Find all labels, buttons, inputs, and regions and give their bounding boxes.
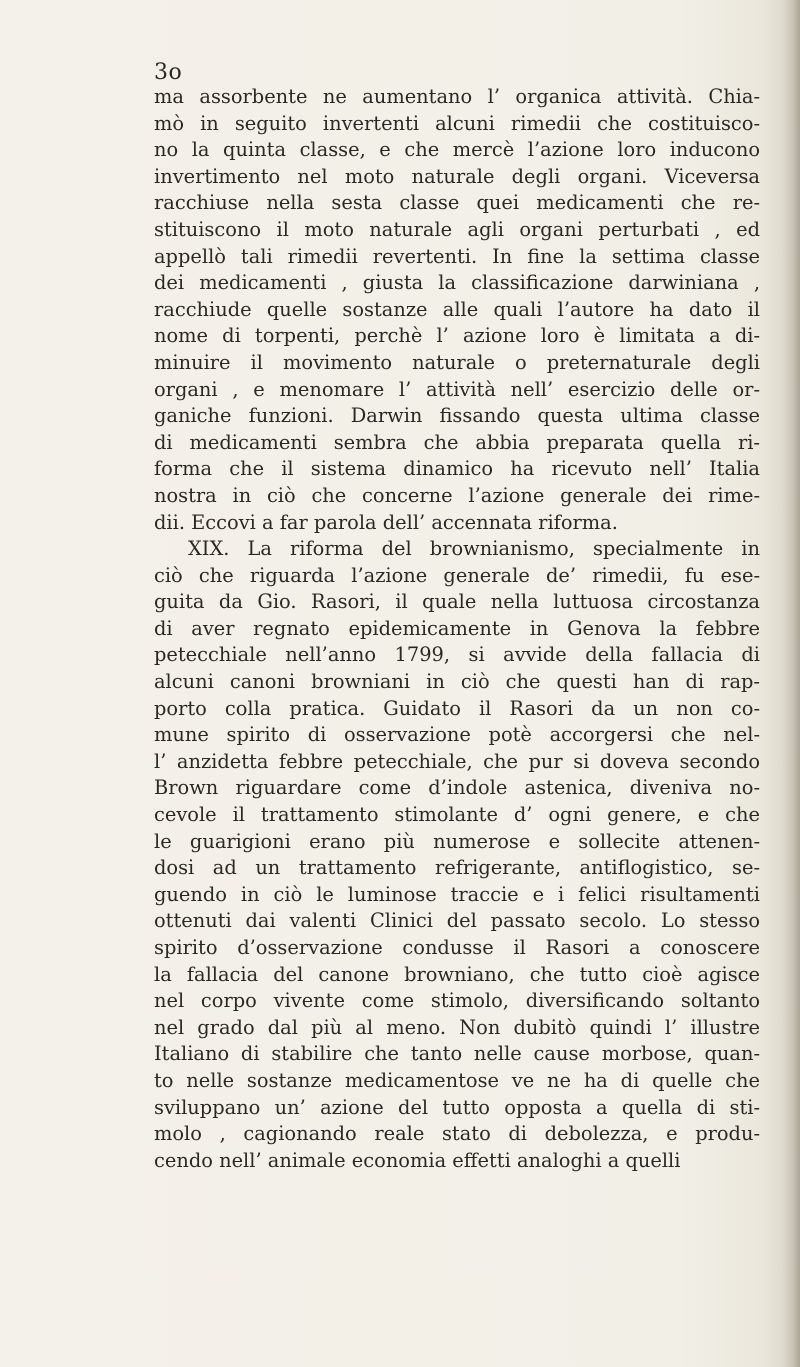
text-line: forma che il sistema dinamico ha ricevuto nell’ Italia bbox=[154, 457, 760, 481]
text-line: ganiche funzioni. Darwin fissando questa ultima classe bbox=[154, 404, 760, 428]
text-line: Brown riguardare come d’indole astenica, diveniva no- bbox=[154, 776, 760, 800]
text-line: Italiano di stabilire che tanto nelle cause morbose, quan- bbox=[154, 1042, 760, 1066]
text-line: ma assorbente ne aumentano l’ organica attività. Chia- bbox=[154, 85, 760, 108]
text-line: invertimento nel moto naturale degli organi. Viceversa bbox=[154, 164, 760, 188]
text-line: organi , e menomare l’ attività nell’ esercizio delle or- bbox=[154, 377, 760, 401]
text-line: di medicamenti sembra che abbia preparata quella ri- bbox=[154, 430, 760, 454]
text-line: ottenuti dai valenti Clinici del passato secolo. Lo stesso bbox=[154, 909, 760, 933]
text-line: mune spirito di osservazione potè accorgersi che nel- bbox=[154, 723, 760, 747]
text-line: porto colla pratica. Guidato il Rasori da un non co- bbox=[154, 696, 760, 720]
text-line: racchiuse nella sesta classe quei medicamenti che re- bbox=[154, 191, 760, 215]
text-line: no la quinta classe, e che mercè l’azione loro inducono bbox=[154, 138, 760, 162]
text-line: appellò tali rimedii revertenti. In fine la settima classe bbox=[154, 244, 760, 268]
text-line: sviluppano un’ azione del tutto opposta a quella di sti- bbox=[154, 1095, 760, 1119]
text-line: mò in seguito invertenti alcuni rimedii che costituisco- bbox=[154, 111, 760, 135]
text-line: dosi ad un trattamento refrigerante, antiflogistico, se- bbox=[154, 856, 760, 880]
text-line: la fallacia del canone browniano, che tutto cioè agisce bbox=[154, 962, 760, 986]
section-heading-line: XIX. La riforma del brownianismo, specialmente in bbox=[188, 537, 760, 561]
text-line: cevole il trattamento stimolante d’ ogni genere, e che bbox=[154, 803, 760, 827]
text-line: l’ anzidetta febbre petecchiale, che pur si doveva secondo bbox=[154, 749, 760, 773]
text-line: to nelle sostanze medicamentose ve ne ha di quelle che bbox=[154, 1068, 760, 1092]
text-line: dei medicamenti , giusta la classificazione darwiniana , bbox=[154, 271, 760, 295]
text-line: stituiscono il moto naturale agli organi perturbati , ed bbox=[154, 217, 760, 241]
text-line: ciò che riguarda l’azione generale de’ rimedii, fu ese- bbox=[154, 563, 760, 587]
text-line: minuire il movimento naturale o preternaturale degli bbox=[154, 350, 760, 374]
text-line: nel corpo vivente come stimolo, diversificando soltanto bbox=[154, 989, 760, 1013]
text-line: petecchiale nell’anno 1799, si avvide della fallacia di bbox=[154, 643, 760, 667]
page-edge-shadow bbox=[782, 0, 800, 1367]
page-number: 3o bbox=[154, 60, 183, 85]
text-line: nostra in ciò che concerne l’azione generale dei rime- bbox=[154, 483, 760, 507]
text-line: le guarigioni erano più numerose e sollecite attenen- bbox=[154, 829, 760, 853]
text-line: cendo nell’ animale economia effetti analoghi a quelli bbox=[154, 1148, 681, 1172]
text-line: nel grado dal più al meno. Non dubitò quindi l’ illustre bbox=[154, 1015, 760, 1039]
text-line: guita da Gio. Rasori, il quale nella luttuosa circostanza bbox=[154, 590, 760, 614]
text-line: molo , cagionando reale stato di debolezza, e produ- bbox=[154, 1122, 760, 1146]
text-line: guendo in ciò le luminose traccie e i felici risultamenti bbox=[154, 882, 760, 906]
text-line: di aver regnato epidemicamente in Genova la febbre bbox=[154, 616, 760, 640]
body-text bbox=[154, 84, 760, 1174]
text-line: racchiude quelle sostanze alle quali l’autore ha dato il bbox=[154, 297, 760, 321]
text-line: nome di torpenti, perchè l’ azione loro è limitata a di- bbox=[154, 324, 760, 348]
text-line: dii. Eccovi a far parola dell’ accennata riforma. bbox=[154, 510, 618, 534]
text-line: alcuni canoni browniani in ciò che questi han di rap- bbox=[154, 670, 760, 694]
text-line: spirito d’osservazione condusse il Rasori a conoscere bbox=[154, 936, 760, 959]
